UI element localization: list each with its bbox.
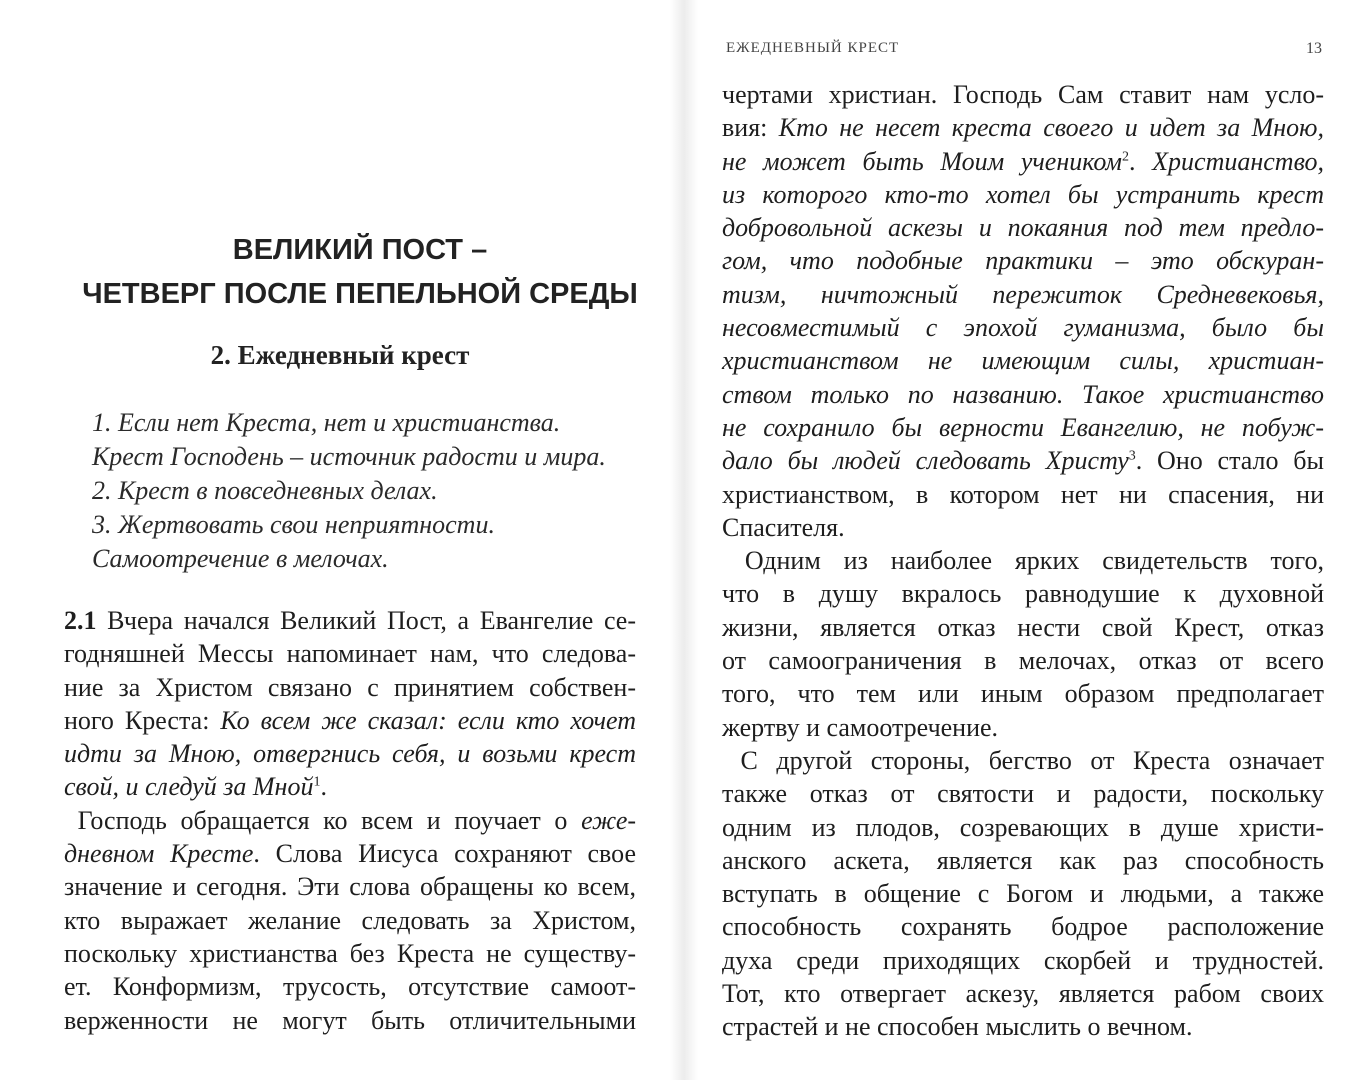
text-line: не сохранило бы верности Евангелию, не побуж-: [722, 412, 1324, 442]
text-line: Одним из наиболее ярких свидетельств того,: [744, 546, 1325, 576]
text-line: вия: Кто не несет креста своего и идет за Мною,: [722, 113, 1324, 143]
plan-item: 1. Если нет Креста, нет и христианства.: [92, 408, 561, 437]
page-number: 13: [1306, 40, 1322, 57]
text-line: того, что тем или иным образом предполагает: [722, 679, 1324, 709]
text-line: духа среди приходящих скорбей и трудностей.: [722, 945, 1324, 975]
text-line: несовместимый с эпохой гуманизма, было бы: [722, 313, 1324, 343]
meditation-plan: [92, 406, 652, 576]
chapter-heading-line-1: ВЕЛИКИЙ ПОСТ –: [232, 234, 488, 266]
text-line: жертву и самоотречение.: [722, 712, 999, 742]
text-line: С другой стороны, бегство от Креста означает: [740, 745, 1325, 775]
plan-item: Самоотречение в мелочах.: [92, 544, 389, 573]
plan-item: 2. Крест в повседневных делах.: [92, 476, 438, 505]
plan-item: Крест Господень – источник радости и мира.: [92, 442, 606, 471]
text-line: также отказ от святости и радости, поскольку: [722, 779, 1324, 809]
text-line: ет. Конформизм, трусость, отсутствие самоот-: [64, 972, 636, 1002]
text-line: Тот, кто отвергает аскезу, является рабом своих: [722, 979, 1324, 1009]
text-line: Спасителя.: [722, 512, 845, 542]
text-line: страстей и не способен мыслить о вечном.: [722, 1012, 1193, 1042]
text-line: свой, и следуй за Мной$^1$.: [64, 772, 327, 802]
plan-item: 3. Жертвовать свои неприятности.: [92, 510, 495, 539]
text-line: жизни, является отказ нести свой Крест, отказ: [722, 612, 1324, 642]
text-line: дало бы людей следовать Христу$^3$. Оно стало бы: [722, 446, 1324, 476]
text-line: ством только по названию. Такое христианство: [722, 379, 1324, 409]
text-line: гом, что подобные практики – это обскуран-: [722, 246, 1324, 276]
chapter-heading: [40, 228, 680, 316]
running-head: ЕЖЕДНЕВНЫЙ КРЕСТ: [726, 40, 900, 56]
text-line: анского аскета, является как раз способность: [722, 845, 1324, 875]
text-line: кто выражает желание следовать за Христом,: [64, 905, 636, 935]
left-page: [0, 0, 680, 1080]
text-line: христианством не имеющим силы, христиан-: [722, 346, 1324, 376]
text-line: не может быть Моим учеником$^2$. Христианство,: [722, 146, 1325, 176]
text-line: вступать в общение с Богом и людьми, а также: [722, 879, 1324, 909]
left-body-text: [64, 604, 636, 1037]
text-line: 2.1 Вчера начался Великий Пост, а Евангелие се-: [64, 606, 637, 635]
text-line: чертами христиан. Господь Сам ставит нам усло-: [722, 80, 1324, 109]
text-line: идти за Мною, отвергнись себя, и возьми крест: [64, 739, 636, 769]
text-line: способность сохранять бодрое расположение: [722, 912, 1324, 942]
text-line: из которого кто-то хотел бы устранить крест: [722, 179, 1324, 209]
section-subheading: 2. Ежедневный крест: [210, 340, 470, 370]
text-line: ние за Христом связано с принятием собствен-: [64, 672, 636, 702]
text-line: что в душу вкралось равнодушие к духовной: [722, 579, 1324, 609]
chapter-heading-line-2: ЧЕТВЕРГ ПОСЛЕ ПЕПЕЛЬНОЙ СРЕДЫ: [82, 278, 638, 310]
text-line: христианством, в котором нет ни спасения, ни: [722, 479, 1324, 509]
paragraph-number: 2.1: [64, 606, 97, 635]
footnote-marker: 2: [1122, 148, 1130, 164]
text-line: годняшней Мессы напоминает нам, что следова-: [64, 639, 636, 669]
text-line: тизм, ничтожный пережиток Средневековья,: [722, 279, 1324, 309]
text-line: Господь обращается ко всем и поучает о еже-: [77, 805, 637, 835]
text-line: одним из плодов, созревающих в душе христи-: [722, 812, 1324, 842]
text-line: значение и сегодня. Эти слова обращены ко всем,: [64, 872, 636, 902]
text-line: от самоограничения в мелочах, отказ от всего: [722, 646, 1324, 676]
text-line: ного Креста: Ко всем же сказал: если кто хочет: [64, 705, 636, 735]
right-body-text: [722, 78, 1324, 1044]
text-line: верженности не могут быть отличительными: [64, 1005, 636, 1035]
footnote-marker: 3: [1128, 448, 1136, 464]
text-line: дневном Кресте. Слова Иисуса сохраняют свое: [64, 839, 637, 869]
text-line: добровольной аскезы и покаяния под тем предло-: [722, 213, 1324, 243]
text-line: поскольку христианства без Креста не существу-: [64, 938, 636, 968]
footnote-marker: 1: [313, 774, 321, 790]
